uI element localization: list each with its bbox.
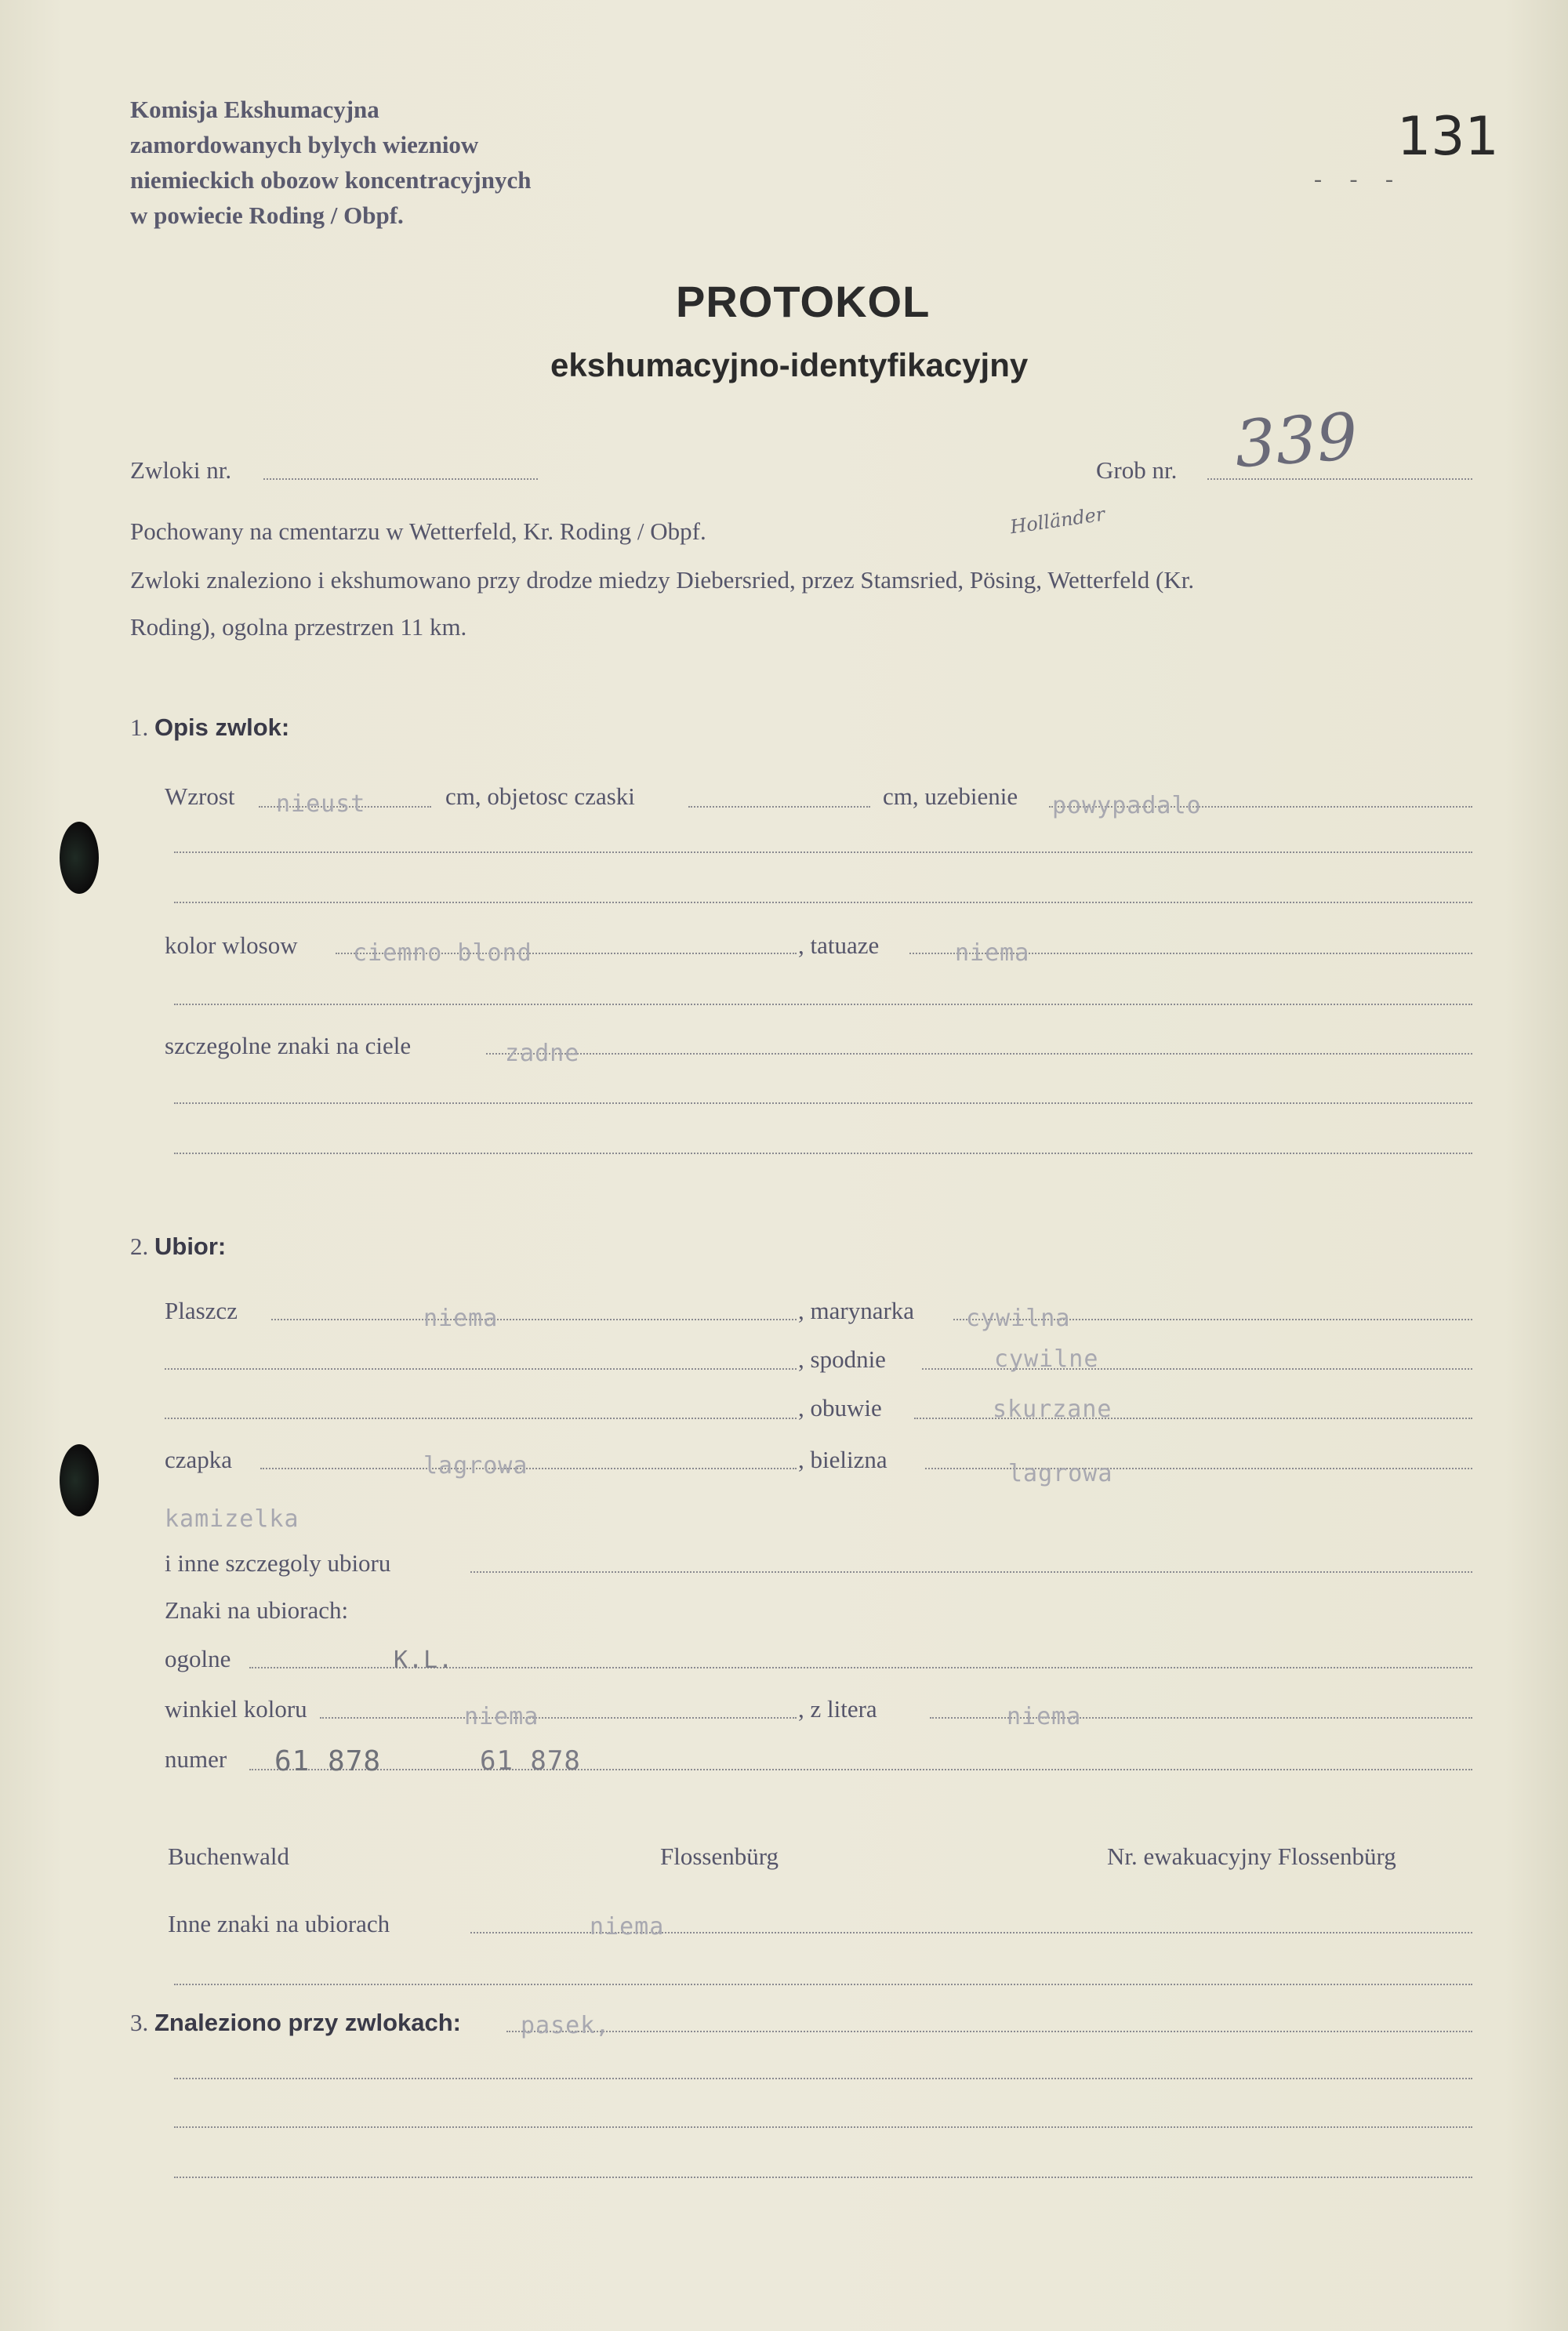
buchenwald-label: Buchenwald xyxy=(168,1843,289,1870)
plaszcz-label: Plaszcz xyxy=(165,1297,238,1324)
czapka-line xyxy=(260,1468,797,1469)
blank-line-9 xyxy=(174,2177,1472,2178)
punch-hole-bottom xyxy=(60,1444,99,1516)
czapka-label: czapka xyxy=(165,1446,233,1473)
inne-znaki-value: niema xyxy=(590,1913,665,1941)
blank-line-4 xyxy=(174,1102,1472,1104)
marynarka-label: , marynarka xyxy=(798,1297,915,1324)
obuwie-value: skurzane xyxy=(993,1396,1112,1423)
page-number: 131 xyxy=(1397,106,1499,168)
handwritten-note: Holländer xyxy=(1008,503,1106,539)
litera-label: , z litera xyxy=(798,1695,877,1723)
flossenburg-label: Flossenbürg xyxy=(660,1843,779,1870)
spodnie-lead-line xyxy=(165,1368,797,1370)
czaszka-label: cm, objetosc czaski xyxy=(445,782,635,810)
blank-line-1 xyxy=(174,851,1472,853)
tatuaze-value: niema xyxy=(955,939,1030,967)
uzebienie-value: powypadalo xyxy=(1052,792,1202,819)
litera-value: niema xyxy=(1007,1703,1082,1730)
zwloki-label: Zwloki nr. xyxy=(130,456,232,484)
issuer-line-3: niemieckich obozow koncentracyjnych xyxy=(130,166,532,194)
numer-value-2: 61 878 xyxy=(480,1745,581,1777)
section-3-line xyxy=(506,2031,1472,2032)
bielizna-line xyxy=(925,1468,1472,1469)
issuer-line-4: w powiecie Roding / Obpf. xyxy=(130,202,404,229)
issuer-line-2: zamordowanych bylych wiezniow xyxy=(130,131,479,158)
section-1-title: Opis zwlok: xyxy=(154,713,290,741)
marynarka-value: cywilna xyxy=(966,1305,1071,1332)
document-subtitle: ekshumacyjno-identyfikacyjny xyxy=(550,347,1029,383)
blank-line-2 xyxy=(174,902,1472,903)
grob-number: 339 xyxy=(1232,399,1360,483)
bielizna-label: , bielizna xyxy=(798,1446,887,1473)
blank-line-7 xyxy=(174,2078,1472,2079)
section-2-number: 2. xyxy=(130,1233,149,1260)
document-title: PROTOKOL xyxy=(676,277,931,326)
winkiel-value: niema xyxy=(464,1703,539,1730)
bielizna-value: lagrowa xyxy=(1008,1460,1113,1487)
tatuaze-label: , tatuaze xyxy=(798,931,880,959)
blank-line-5 xyxy=(174,1153,1472,1154)
znaki-ubiory-label: Znaki na ubiorach: xyxy=(165,1596,349,1624)
blank-line-8 xyxy=(174,2126,1472,2128)
znaki-cialo-label: szczegolne znaki na ciele xyxy=(165,1032,412,1059)
section-1-number: 1. xyxy=(130,713,149,741)
numer-value-1: 61 878 xyxy=(274,1745,382,1777)
numer-line xyxy=(249,1769,1472,1770)
znaki-cialo-value: zadne xyxy=(505,1040,580,1067)
wlosy-label: kolor wlosow xyxy=(165,931,298,959)
section-2-heading xyxy=(130,1233,226,1261)
section-1-heading xyxy=(130,713,289,742)
issuer-line-1: Komisja Ekshumacyjna xyxy=(130,96,379,123)
grob-label: Grob nr. xyxy=(1096,456,1178,484)
wzrost-value: nieust xyxy=(276,790,366,818)
uzebienie-label: cm, uzebienie xyxy=(883,782,1018,810)
plaszcz-value: niema xyxy=(423,1305,499,1332)
inne-znaki-label: Inne znaki na ubiorach xyxy=(168,1910,390,1937)
section-2-title: Ubior: xyxy=(154,1233,227,1260)
wzrost-label: Wzrost xyxy=(165,782,235,810)
obuwie-lead-line xyxy=(165,1418,797,1419)
plaszcz-line xyxy=(271,1319,797,1320)
znaki-cialo-line xyxy=(486,1053,1472,1055)
kamizelka-value: kamizelka xyxy=(165,1505,299,1533)
section-3-heading xyxy=(130,2009,461,2037)
ogolne-label: ogolne xyxy=(165,1645,231,1672)
winkiel-line xyxy=(320,1717,797,1719)
page-number-marks: - - - xyxy=(1314,166,1404,192)
czapka-value: lagrowa xyxy=(423,1452,528,1480)
wlosy-value: ciemno blond xyxy=(353,939,532,967)
inne-szczegoly-label: i inne szczegoly ubioru xyxy=(165,1549,391,1577)
spodnie-value: cywilne xyxy=(994,1345,1099,1373)
czaszka-line xyxy=(688,806,870,808)
section-3-number: 3. xyxy=(130,2009,149,2036)
zwloki-line xyxy=(263,478,538,480)
winkiel-label: winkiel koloru xyxy=(165,1695,307,1723)
blank-line-6 xyxy=(174,1984,1472,1985)
section-3-title: Znaleziono przy zwlokach: xyxy=(154,2009,461,2036)
burial-place: Pochowany na cmentarzu w Wetterfeld, Kr. Roding / Obpf. xyxy=(130,517,706,545)
inne-szczegoly-line xyxy=(470,1571,1472,1573)
ewakuacyjny-label: Nr. ewakuacyjny Flossenbürg xyxy=(1107,1843,1396,1870)
ogolne-value: K.L. xyxy=(394,1647,454,1674)
blank-line-3 xyxy=(174,1004,1472,1005)
punch-hole-top xyxy=(60,822,99,894)
section-3-value: pasek, xyxy=(521,2012,611,2039)
numer-label: numer xyxy=(165,1745,227,1773)
obuwie-label: , obuwie xyxy=(798,1394,882,1421)
spodnie-label: , spodnie xyxy=(798,1345,886,1373)
found-location-2: Roding), ogolna przestrzen 11 km. xyxy=(130,613,467,641)
found-location-1: Zwloki znaleziono i ekshumowano przy drodze miedzy Diebersried, przez Stamsried, Pösing, Wetterfeld (Kr. xyxy=(130,566,1195,594)
